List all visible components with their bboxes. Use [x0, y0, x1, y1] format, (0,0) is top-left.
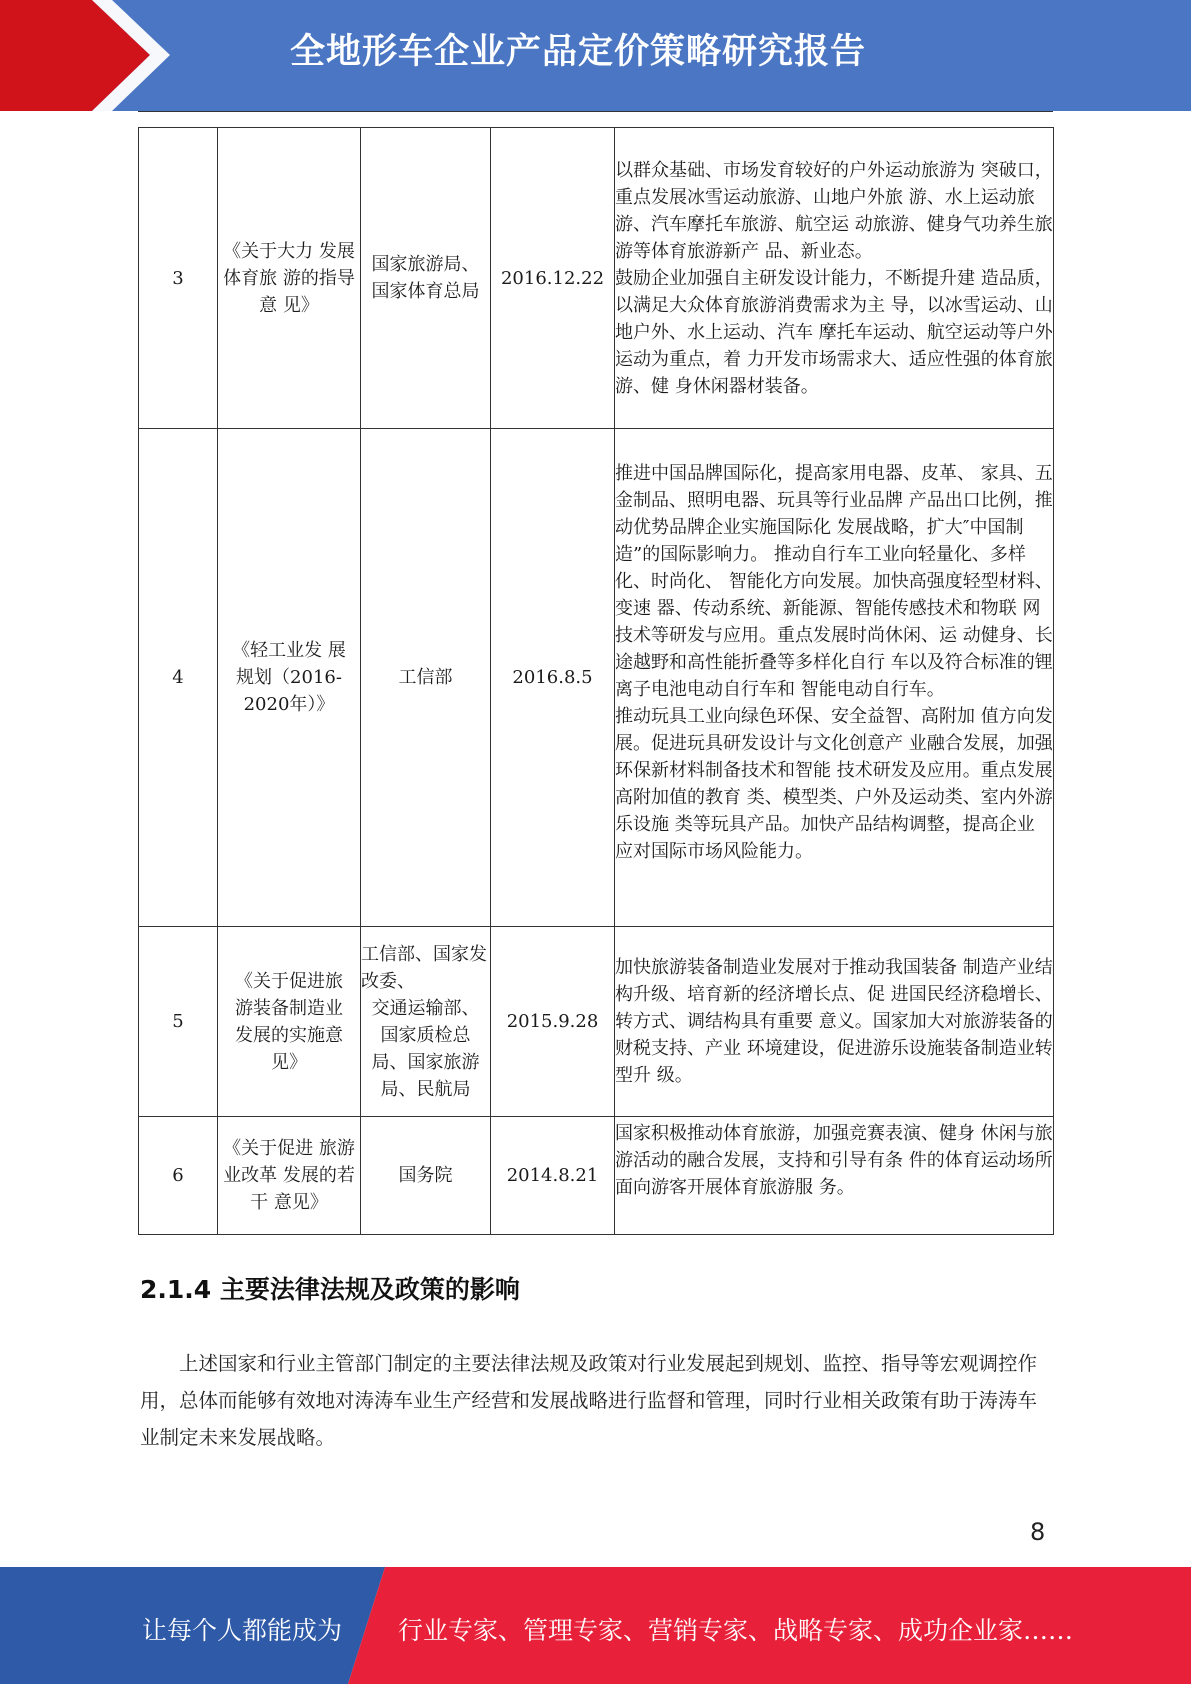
issue-date: 2014.8.21: [491, 1117, 615, 1235]
document-title: 全地形车企业产品定价策略研究报告: [290, 32, 867, 72]
table-row: [139, 1117, 1054, 1235]
footer-slogan-right: 行业专家、管理专家、营销专家、战略专家、成功企业家……: [398, 1616, 1074, 1645]
table-row: [139, 429, 1054, 927]
body-paragraph: 上述国家和行业主管部门制定的主要法律法规及政策对行业发展起到规划、监控、指导等宏观调控作用，总体而能够有效地对涛涛车业生产经营和发展战略进行监督和管理，同时行业相关政策有助于涛涛车业制定未来发展战略。: [140, 1352, 1038, 1449]
policy-name: 《关于促进 旅游业改革 发展的若干 意见》: [218, 1117, 361, 1235]
content-paragraph: 推进中国品牌国际化，提高家用电器、皮革、 家具、五金制品、照明电器、玩具等行业品牌 产品出口比例，推动优势品牌企业实施国际化 发展战略，扩大″中国制造”的国际影响力。 推动自行车工业向轻量化、多样化、时尚化、 智能化方向发展。加快高强度轻型材料、变速 器、传动系统、新能源、智能传感技术和物联 网技术等研发与应用。重点发展时尚休闲、运 动健身、长途越野和高性能折叠等多样化自行 车以及符合标准的锂离子电池电动自行车和 智能电动自行车。: [615, 463, 1053, 700]
section-heading: 2.1.4 主要法律法规及政策的影响: [140, 1275, 520, 1304]
issue-date: 2016.8.5: [491, 429, 615, 927]
header-divider: [138, 111, 1053, 112]
page-footer: [0, 1567, 1191, 1684]
row-number: 3: [139, 128, 218, 429]
policy-content: [615, 927, 1054, 1117]
page-number: 8: [1030, 1518, 1046, 1546]
department-line: 工信部、国家发改委、: [361, 943, 487, 992]
issuing-department: 国务院: [361, 1117, 491, 1235]
page-header: [0, 0, 1191, 111]
content-paragraph: 以群众基础、市场发育较好的户外运动旅游为 突破口，重点发展冰雪运动旅游、山地户外旅 游、水上运动旅游、汽车摩托车旅游、航空运 动旅游、健身气功养生旅游等体育旅游新产 品、新业态。: [615, 159, 1053, 262]
issue-date: 2016.12.22: [491, 128, 615, 429]
issue-date: 2015.9.28: [491, 927, 615, 1117]
issuing-department: 国家旅游局、国家体育总局: [361, 128, 491, 429]
table-row: [139, 927, 1054, 1117]
policy-name: 《关于促进旅游装备制造业发展的实施意见》: [218, 927, 361, 1117]
footer-slogan-left: 让每个人都能成为: [142, 1616, 343, 1645]
content-paragraph: 国家积极推动体育旅游，加强竞赛表演、健身 休闲与旅游活动的融合发展，支持和引导有条 件的体育运动场所面向游客开展体育旅游服 务。: [615, 1123, 1053, 1198]
issuing-department: 工信部: [361, 429, 491, 927]
content-paragraph: 加快旅游装备制造业发展对于推动我国装备 制造产业结构升级、培育新的经济增长点、促 进国民经济稳增长、转方式、调结构具有重要 意义。国家加大对旅游装备的财税支持、产业 环境建设，促进游乐设施装备制造业转型升 级。: [615, 957, 1053, 1086]
policy-name: 《轻工业发 展规划（2016-2020年）》: [218, 429, 361, 927]
policy-content: [615, 1117, 1054, 1235]
issuing-department: [361, 927, 491, 1117]
policy-content: [615, 429, 1054, 927]
content-paragraph: 推动玩具工业向绿色环保、安全益智、高附加 值方向发展。促进玩具研发设计与文化创意产 业融合发展，加强环保新材料制备技术和智能 技术研发及应用。重点发展高附加值的教育 类、模型类、户外及运动类、室内外游乐设施 类等玩具产品。加快产品结构调整，提高企业 应对国际市场风险能力。: [615, 706, 1053, 862]
row-number: 4: [139, 429, 218, 927]
department-line: 交通运输部、国家质检总局、国家旅游局、民航局: [371, 997, 480, 1100]
policy-content: [615, 128, 1054, 429]
row-number: 6: [139, 1117, 218, 1235]
policy-table: [138, 127, 1054, 1235]
row-number: 5: [139, 927, 218, 1117]
policy-name: 《关于大力 发展体育旅 游的指导意 见》: [218, 128, 361, 429]
table-row: [139, 128, 1054, 429]
content-paragraph: 鼓励企业加强自主研发设计能力，不断提升建 造品质，以满足大众体育旅游消费需求为主 导，以冰雪运动、山地户外、水上运动、汽车 摩托车运动、航空运动等户外运动为重点，着 力开发市场需求大、适应性强的体育旅游、健 身休闲器材装备。: [615, 267, 1053, 397]
